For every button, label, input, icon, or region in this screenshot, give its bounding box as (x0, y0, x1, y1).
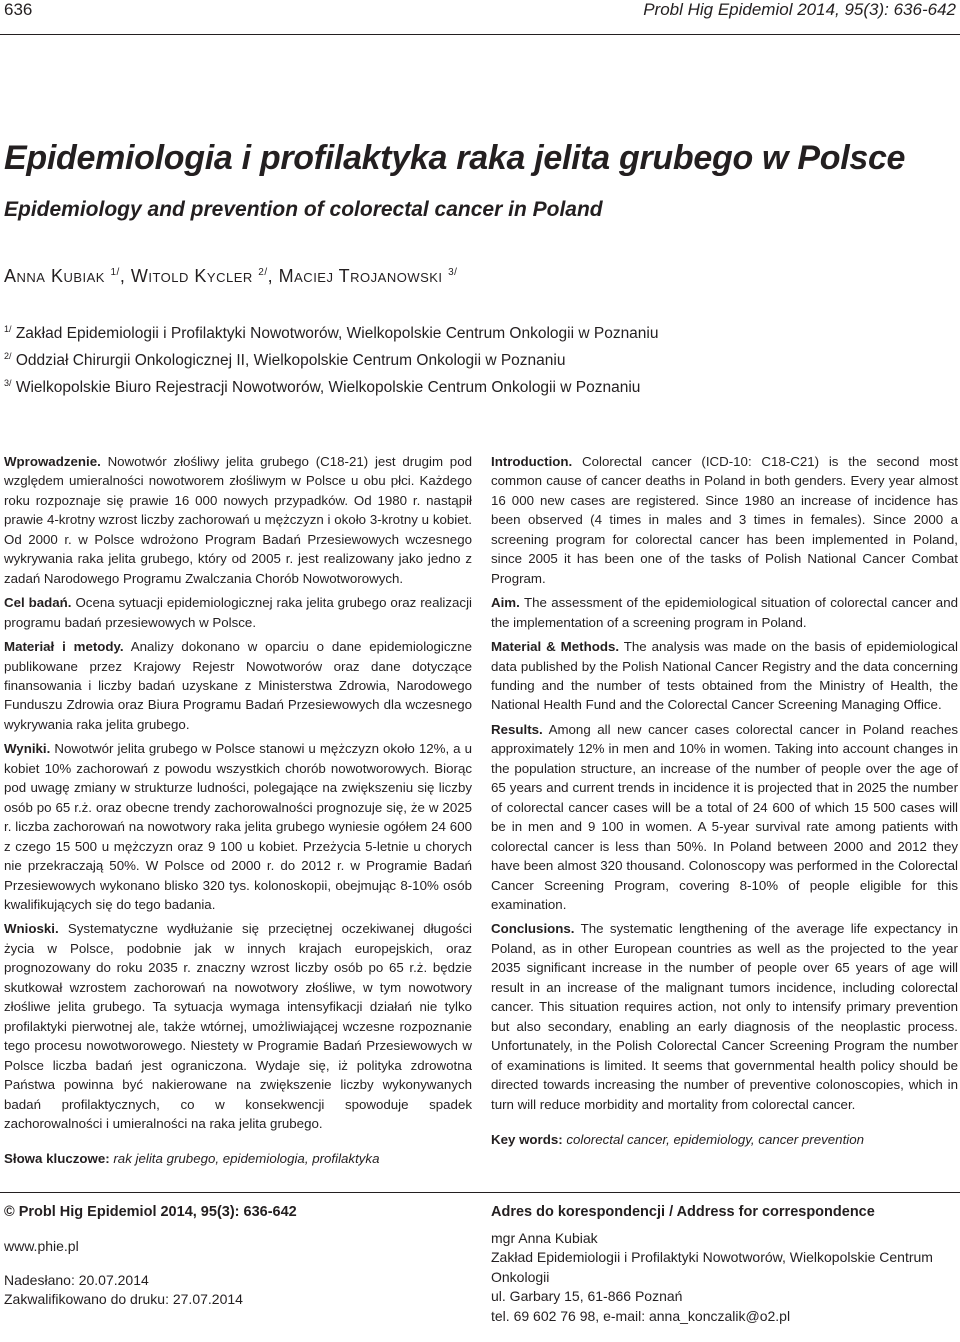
accepted-date: Zakwalifikowano do druku: 27.07.2014 (4, 1291, 243, 1307)
abstract-section-results: Wyniki. Nowotwór jelita grubego w Polsce stanowi u mężczyzn około 12%, a u kobiet 10% zachorowań z powodu wszystkich chorób nowotworowych. Biorąc pod uwagę zmiany w strukturze ludności, polegające na zwiększeniu się liczby osób po 65 r.ż. oraz obecne trendy zachorowalności prognozuje się, że w 2025 r. liczba zachorowań na nowotwory raka jelita grubego wyniesie ogółem 24 600 z czego 15 500 u mężczyzn oraz 9 100 u kobiet. Przeżycia 5-letnie u chorych nie przekraczają 50%. W Polsce od 2000 r. do 2012 r. w Programie Badań Przesiewowych wykonano blisko 320 tys. kolonoskopii, obejmując 8-10% osób kwalifikujących się do tego badania. (4, 741, 472, 912)
author-list: Anna Kubiak $^{1/}$, Witold Kycler $^{2/}$, Maciej Trojanowski $^{3/}$ (4, 266, 458, 286)
article-title-english: Epidemiology and prevention of colorectal cancer in Poland (4, 198, 603, 221)
contact-phone-email[interactable]: tel. 69 602 76 98, e-mail: anna_konczalik@o2.pl (491, 1307, 791, 1324)
abstract-section-conclusions: Conclusions. The systematic lengthening of the average life expectancy in Poland, as in other European countries as well as the projected to the year 2035 significant increase in the number of people over 65 years of age will result in an increase of the malignant tumors incidence, including colorectal cancer. This situation requires action, not only to intensify primary prevention but also secondary, enabling an early diagnosis of the neoplastic process. Unfortunately, in the Polish Colorectal Cancer Screening Program the number of examinations is limited. It seems that governmental health policy should be directed towards increasing the number of preventive colonoscopies, which in turn will reduce morbidity and mortality from colorectal cancer. (491, 921, 958, 1112)
keywords: Key words: colorectal cancer, epidemiology, cancer prevention (491, 1131, 865, 1147)
abstract-section-aim: Aim. The assessment of the epidemiological situation of colorectal cancer and the implementation of a screening program in Poland. (491, 595, 958, 630)
author-name: Maciej Trojanowski (278, 266, 443, 286)
journal-reference: Probl Hig Epidemiol 2014, 95(3): 636-642 (643, 0, 956, 19)
header-divider (0, 34, 960, 35)
affiliation-item: $^{3/}$ Wielkopolskie Biuro Rejestracji Nowotworów, Wielkopolskie Centrum Onkologii w Poznaniu (4, 378, 641, 397)
journal-website-link[interactable]: www.phie.pl (4, 1238, 79, 1254)
footer-divider (0, 1192, 960, 1193)
abstract-polish (4, 452, 472, 1174)
keywords: Słowa kluczowe: rak jelita grubego, epidemiologia, profilaktyka (4, 1151, 380, 1167)
abstract-section-conclusions: Wnioski. Systematyczne wydłużanie się przeciętnej oczekiwanej długości życia w Polsce, podobnie jak w innych krajach europejskich, oraz prognozowany do roku 2035 r. znaczny wzrost liczby osób po 65 r.ż. będzie skutkował wzrostem zachorowań na nowotwory złośliwe, w tym nowotwory złośliwe jelita grubego. Ta sytuacja wymaga intensyfikacji działań nie tylko profilaktyki pierwotnej ale, także wtórnej, umożliwiającej wczesne rozpoznanie tego procesu nowotworowego. Niestety w Programie Badań Przesiewowych w Polsce liczba badań jest ograniczona. Wydaje się, iż polityka zdrowotna Państwa powinna być nakierowane na zwiększenie liczby wykonywanych badań profilaktycznych, co w konsekwencji spowoduje spadek zachorowalności i umieralności na raka jelita grubego. (4, 921, 472, 1131)
abstract-section-results: Results. Among all new cancer cases colorectal cancer in Poland reaches approximately 12% in men and 10% in women. Taking into account changes in the population structure, an increase of the number of people over the age of 65 years and current trends in incidence it is projected that in 2025 the number of colorectal cancer cases will be a total of 24 600 of which 15 500 cases will be in men and 9 100 in women. A 5-year survival rate among patients with colorectal cancer is less than 50%. In Poland between 2000 and 2012 they have been almost 320 thousand. Colonoscopy was performed in the Colorectal Cancer Screening Program, covering 8-10% of people eligible for this examination. (491, 721, 958, 912)
publication-info (4, 1203, 474, 1309)
abstract-section-introduction: Wprowadzenie. Nowotwór złośliwy jelita grubego (C18-21) jest drugim pod względem umieralności nowotworem złośliwym w Polsce u obu płci. Każdego roku rozpoznaje się prawie 16 000 nowych przypadków. Od 1980 r. nastąpił prawie 4-krotny wzrost liczby zachorowań u mężczyzn i około 3-krotny u kobiet. Od 2000 r. w Polsce wdrożono Program Badań Przesiewowych wczesnego wykrywania raka jelita grubego, który od 2005 r. jest realizowany jako jedno z zadań Narodowego Programu Zwalczania Chorób Nowotworowych. (4, 454, 472, 586)
page-number: 636 (4, 0, 33, 19)
received-date: Nadesłano: 20.07.2014 (4, 1272, 149, 1288)
article-title-polish: Epidemiologia i profilaktyka raka jelita grubego w Polsce (4, 139, 906, 177)
affiliation-list (4, 318, 659, 399)
abstract-english (491, 452, 958, 1154)
author-affiliation-mark: 3/ (448, 267, 458, 278)
abstract-section-methods: Materiał i metody. Analizy dokonano w oparciu o dane epidemiologiczne publikowane przez Krajowy Rejestr Nowotworów oraz dane dotyczące finansowania i liczby badań uzyskane z Ministerstwa Zdrowia, Narodowego Funduszu Zdrowia oraz Biura Programu Badań Przesiewowych dla wczesnego wykrywania raka jelita grubego. (4, 639, 472, 732)
author-affiliation-mark: 2/ (258, 267, 268, 278)
running-header (0, 0, 960, 26)
contact-name: mgr Anna Kubiak (491, 1229, 598, 1246)
correspondence-title: Adres do korespondencji / Address for correspondence (491, 1204, 875, 1220)
abstract-section-aim: Cel badań. Ocena sytuacji epidemiologicznej raka jelita grubego oraz realizacji programu badań przesiewowych w Polsce. (4, 595, 472, 630)
affiliation-item: $^{2/}$ Oddział Chirurgii Onkologicznej II, Wielkopolskie Centrum Onkologii w Poznaniu (4, 351, 566, 370)
affiliation-item: $^{1/}$ Zakład Epidemiologii i Profilaktyki Nowotworów, Wielkopolskie Centrum Onkologii w Poznaniu (4, 324, 659, 343)
author-name: Witold Kycler (130, 266, 253, 286)
contact-affiliation: Zakład Epidemiologii i Profilaktyki Nowotworów, Wielkopolskie Centrum Onkologii (491, 1249, 933, 1285)
copyright-line: © Probl Hig Epidemiol 2014, 95(3): 636-642 (4, 1204, 297, 1220)
author-affiliation-mark: 1/ (110, 267, 120, 278)
author-name: Anna Kubiak (4, 266, 105, 286)
correspondence-info (491, 1203, 958, 1326)
contact-address: ul. Garbary 15, 61-866 Poznań (491, 1288, 683, 1304)
abstract-section-introduction: Introduction. Colorectal cancer (ICD-10: C18-C21) is the second most common cause of cancer deaths in Poland in both genders. Every year almost 16 000 new cases are registered. Since 1980 an increase of incidence has been observed (4 times in males and 3 times in females). Since 2000 a screening program for colorectal cancer has been implemented in Poland, since 2005 it has been one of the tasks of Polish National Cancer Combat Program. (491, 454, 958, 586)
abstract-section-methods: Material & Methods. The analysis was made on the basis of epidemiological data published by the Polish National Cancer Registry and the data concerning funding and the number of tests obtained from the Ministry of Health, the National Health Fund and the Colorectal Cancer Screening Managing Office. (491, 639, 958, 713)
